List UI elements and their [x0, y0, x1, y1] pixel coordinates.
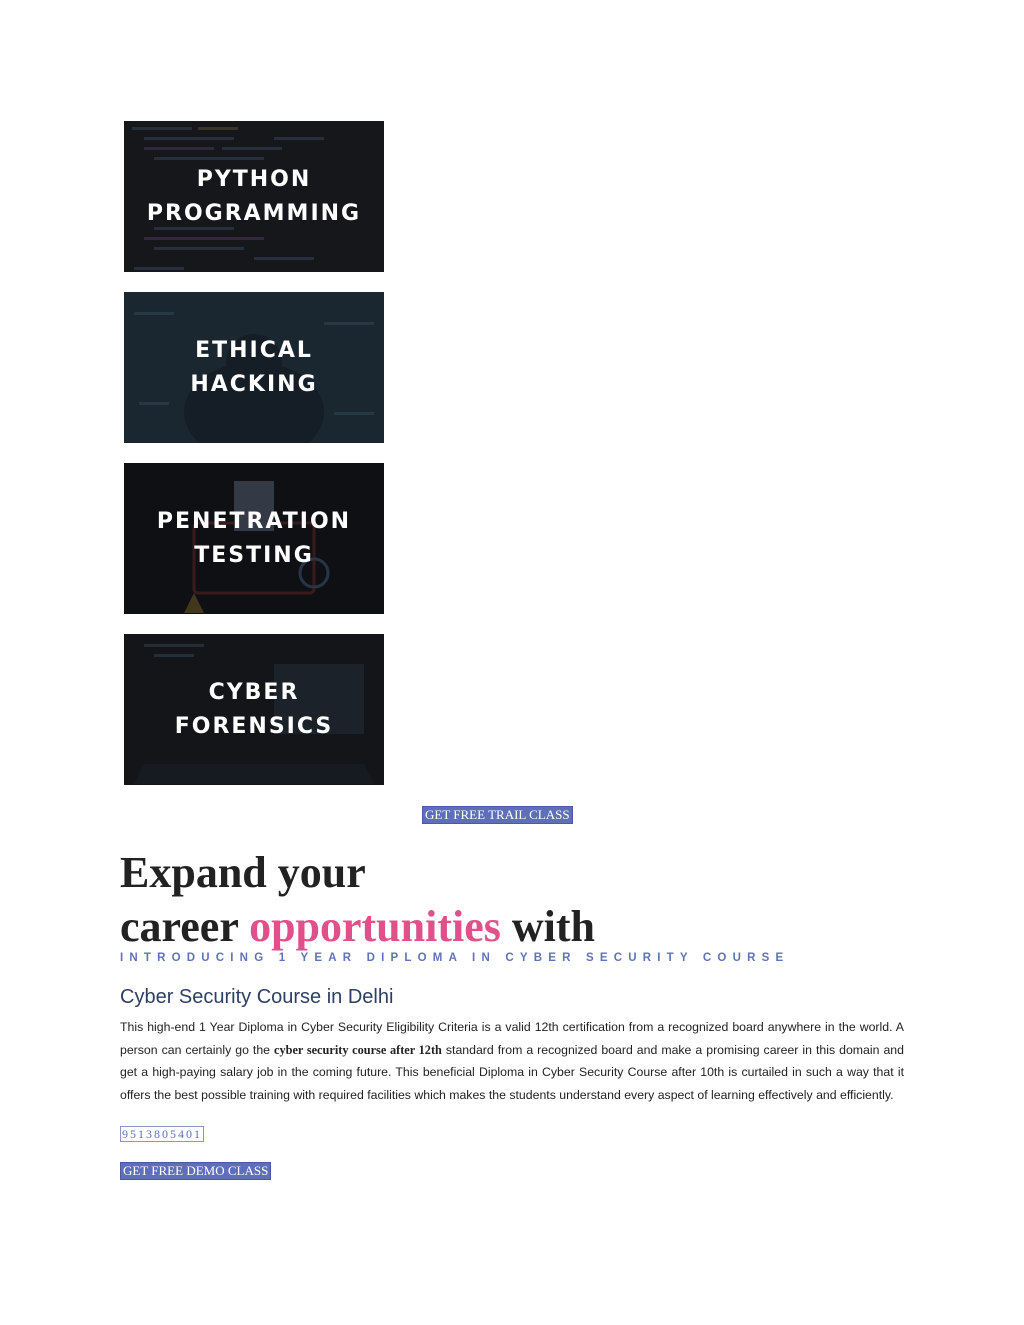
description-part2: standard from a recognized board and make a promising career in this domain and get a high-paying salary job in the coming future. This beneficial Diploma in Cyber Security Course after 10th is curtailed in such a way that it offers the best possible training with required facilities which makes the students understand every aspect of learning effectively and efficiently.: [120, 1042, 904, 1102]
course-title-line1: PYTHON: [196, 166, 312, 192]
course-title: [124, 121, 384, 272]
description-part1: This high-end 1 Year Diploma in Cyber Security Eligibility Criteria is a valid 12th certification from a recognized board anywhere in the world. A person can certainly go the: [120, 1020, 904, 1057]
headline-line1: Expand your: [120, 848, 366, 897]
headline-accent-word: opportunities: [249, 902, 501, 951]
course-description: [120, 1016, 904, 1106]
page-headline: [120, 846, 595, 954]
headline-line2-start: career: [120, 902, 250, 951]
course-title: [124, 634, 384, 785]
phone-number-link[interactable]: 9513805401: [122, 1127, 202, 1141]
course-image-python-programming: [124, 121, 384, 272]
section-title: Cyber Security Course in Delhi: [120, 986, 394, 1008]
get-free-demo-class-button[interactable]: GET FREE DEMO CLASS: [120, 1162, 271, 1180]
page-subtitle: INTRODUCING 1 YEAR DIPLOMA IN CYBER SECURITY COURSE: [120, 952, 790, 964]
course-title-line1: PENETRATION: [156, 508, 352, 534]
course-title-line2: PROGRAMMING: [146, 200, 362, 226]
course-title: [124, 463, 384, 614]
get-free-trail-class-button[interactable]: GET FREE TRAIL CLASS: [422, 806, 573, 824]
headline-line2-end: with: [500, 902, 596, 951]
description-bold-keyword: cyber security course after 12th: [274, 1042, 442, 1057]
course-title-line1: CYBER: [208, 679, 300, 705]
course-title-line1: ETHICAL: [195, 337, 313, 363]
course-title: [124, 292, 384, 443]
course-image-penetration-testing: [124, 463, 384, 614]
course-title-line2: HACKING: [190, 371, 318, 397]
course-title-line2: FORENSICS: [174, 713, 334, 739]
course-image-ethical-hacking: [124, 292, 384, 443]
course-image-cyber-forensics: [124, 634, 384, 785]
course-title-line2: TESTING: [194, 542, 314, 568]
